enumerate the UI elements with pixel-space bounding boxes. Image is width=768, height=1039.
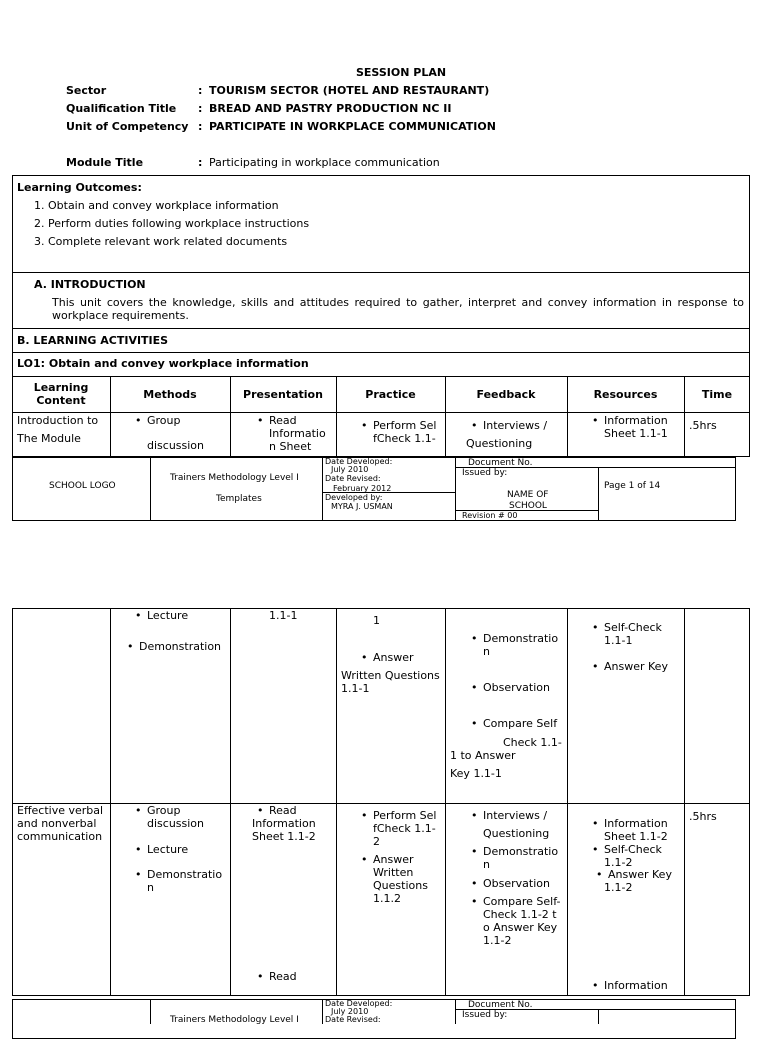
qualification-colon: : xyxy=(198,102,203,115)
methodology-label: Trainers Methodology Level I xyxy=(170,473,299,483)
row1-presentation: • Read xyxy=(269,414,297,427)
row2-resources: • Answer Key xyxy=(608,868,672,881)
school-logo: SCHOOL LOGO xyxy=(49,481,116,491)
date-developed-value: July 2010 xyxy=(331,1007,369,1016)
introduction-heading: A. INTRODUCTION xyxy=(34,278,146,291)
unit-label: Unit of Competency xyxy=(66,120,189,133)
developed-by-value: MYRA J. USMAN xyxy=(331,502,393,511)
row1-feedback: Check 1.1- xyxy=(503,736,562,749)
row2-resources: 1.1-2 xyxy=(604,856,633,869)
row2-feedback: • Compare Self- xyxy=(483,895,560,908)
row1-practice: • Perform Sel xyxy=(373,419,436,432)
lo1-heading: LO1: Obtain and convey workplace information xyxy=(17,357,309,370)
row2-methods: • Group xyxy=(147,804,181,817)
page-number: Page 1 of 14 xyxy=(604,481,661,491)
row2-practice: 1.1.2 xyxy=(373,892,401,905)
learning-activities-heading: B. LEARNING ACTIVITIES xyxy=(17,334,169,347)
row1-practice: 1 xyxy=(373,614,380,627)
school-name: NAME OF xyxy=(507,490,549,500)
row2-resources: 1.1-2 xyxy=(604,881,633,894)
date-developed-label: Date Developed: xyxy=(325,999,393,1008)
module-colon: : xyxy=(198,156,203,169)
row2-practice: Written xyxy=(373,866,414,879)
row2-resources: Sheet 1.1-2 xyxy=(604,830,668,843)
row1-feedback: Key 1.1-1 xyxy=(450,767,502,780)
row1-practice: fCheck 1.1- xyxy=(373,432,436,445)
row2-feedback: Questioning xyxy=(483,827,550,840)
row1-methods: • Group xyxy=(147,414,181,427)
row1-methods: discussion xyxy=(147,439,205,452)
date-revised-value: February 2012 xyxy=(333,484,392,493)
row1-time: .5hrs xyxy=(689,419,717,432)
row1-practice: 1.1-1 xyxy=(341,682,370,695)
unit-colon: : xyxy=(198,120,203,133)
row1-methods: • Demonstration xyxy=(139,640,221,653)
col-header-methods: Methods xyxy=(143,388,197,401)
sector-colon: : xyxy=(198,84,203,97)
revision-number: Revision # 00 xyxy=(462,511,518,520)
row1-resources: Sheet 1.1-1 xyxy=(604,427,668,440)
row2-presentation: Sheet 1.1-2 xyxy=(252,830,316,843)
row1-resources: • Information xyxy=(604,414,668,427)
document-no: Document No. xyxy=(468,458,533,468)
row2-practice: 2 xyxy=(373,835,380,848)
row2-time: .5hrs xyxy=(689,810,717,823)
outcome-item: 1. Obtain and convey workplace information xyxy=(34,199,279,212)
module-value: Participating in workplace communication xyxy=(209,156,440,169)
templates-label: Templates xyxy=(216,494,262,504)
col-header-practice: Practice xyxy=(365,388,416,401)
date-developed-label: Date Developed: xyxy=(325,457,393,466)
row2-content: communication xyxy=(17,830,103,843)
row1-feedback: 1 to Answer xyxy=(450,749,516,762)
row1-presentation: 1.1-1 xyxy=(269,609,298,622)
row2-content: and nonverbal xyxy=(17,817,97,830)
row2-methods: • Lecture xyxy=(147,843,188,856)
row1-feedback: • Interviews / xyxy=(483,419,547,432)
learning-outcomes-heading: Learning Outcomes: xyxy=(17,181,142,194)
row2-feedback: Check 1.1-2 t xyxy=(483,908,557,921)
developed-by-label: Developed by: xyxy=(325,493,383,502)
row1-content: Introduction to xyxy=(17,414,99,427)
col-header-presentation: Presentation xyxy=(243,388,323,401)
row2-feedback: 1.1-2 xyxy=(483,934,512,947)
row2-feedback: o Answer Key xyxy=(483,921,558,934)
qualification-label: Qualification Title xyxy=(66,102,177,115)
row2-methods: n xyxy=(147,881,154,894)
outcome-item: 3. Complete relevant work related documents xyxy=(34,235,288,248)
row1-feedback: • Demonstratio xyxy=(483,632,558,645)
methodology-label: Trainers Methodology Level I xyxy=(170,1015,299,1025)
row2-presentation: • Read xyxy=(269,804,297,817)
row2-practice: • Answer xyxy=(373,853,414,866)
date-developed-value: July 2010 xyxy=(331,465,369,474)
row1-resources: 1.1-1 xyxy=(604,634,633,647)
row2-feedback: n xyxy=(483,858,490,871)
school-name: SCHOOL xyxy=(509,501,547,511)
document-no: Document No. xyxy=(468,1000,533,1010)
col-header-time: Time xyxy=(701,388,733,401)
col-header-feedback: Feedback xyxy=(476,388,536,401)
row1-presentation: Informatio xyxy=(269,427,326,440)
sector-label: Sector xyxy=(66,84,107,97)
row1-practice: Written Questions xyxy=(341,669,440,682)
unit-value: PARTICIPATE IN WORKPLACE COMMUNICATION xyxy=(209,120,496,133)
module-label: Module Title xyxy=(66,156,144,169)
row1-feedback: n xyxy=(483,645,490,658)
row1-feedback: • Compare Self xyxy=(483,717,557,730)
row2-practice: fCheck 1.1- xyxy=(373,822,436,835)
sector-value: TOURISM SECTOR (HOTEL AND RESTAURANT) xyxy=(209,84,490,97)
row2-feedback: • Interviews / xyxy=(483,809,547,822)
date-revised-label: Date Revised: xyxy=(325,474,381,483)
outcome-item: 2. Perform duties following workplace instructions xyxy=(34,217,310,230)
row1-resources: • Answer Key xyxy=(604,660,668,673)
row1-feedback: Questioning xyxy=(466,437,533,450)
row2-practice: Questions xyxy=(373,879,428,892)
introduction-text: This unit covers the knowledge, skills and attitudes required to gather, interpret and convey information in response to workplace requirements. xyxy=(52,296,744,322)
issued-by: Issued by: xyxy=(462,1010,508,1020)
row2-presentation: Information xyxy=(252,817,316,830)
row2-practice: • Perform Sel xyxy=(373,809,436,822)
issued-by: Issued by: xyxy=(462,468,508,478)
session-plan-title: SESSION PLAN xyxy=(356,66,447,79)
row1-content: The Module xyxy=(17,432,81,445)
col-header-learning-content: Learning Content xyxy=(33,381,89,407)
row2-presentation: • Read xyxy=(269,970,297,983)
row1-presentation: n Sheet xyxy=(269,440,312,453)
row2-resources: • Information xyxy=(604,979,668,992)
row2-methods: discussion xyxy=(147,817,205,830)
date-revised-label: Date Revised: xyxy=(325,1015,381,1024)
row2-resources: • Information xyxy=(604,817,668,830)
row2-resources: • Self-Check xyxy=(604,843,662,856)
row2-feedback: • Demonstratio xyxy=(483,845,558,858)
qualification-value: BREAD AND PASTRY PRODUCTION NC II xyxy=(209,102,452,115)
row1-feedback: • Observation xyxy=(483,681,550,694)
col-header-resources: Resources xyxy=(593,388,658,401)
row2-feedback: • Observation xyxy=(483,877,550,890)
row2-content: Effective verbal xyxy=(17,804,104,817)
row1-resources: • Self-Check xyxy=(604,621,662,634)
row1-methods: • Lecture xyxy=(147,609,188,622)
row1-practice: • Answer xyxy=(373,651,414,664)
row2-methods: • Demonstratio xyxy=(147,868,222,881)
